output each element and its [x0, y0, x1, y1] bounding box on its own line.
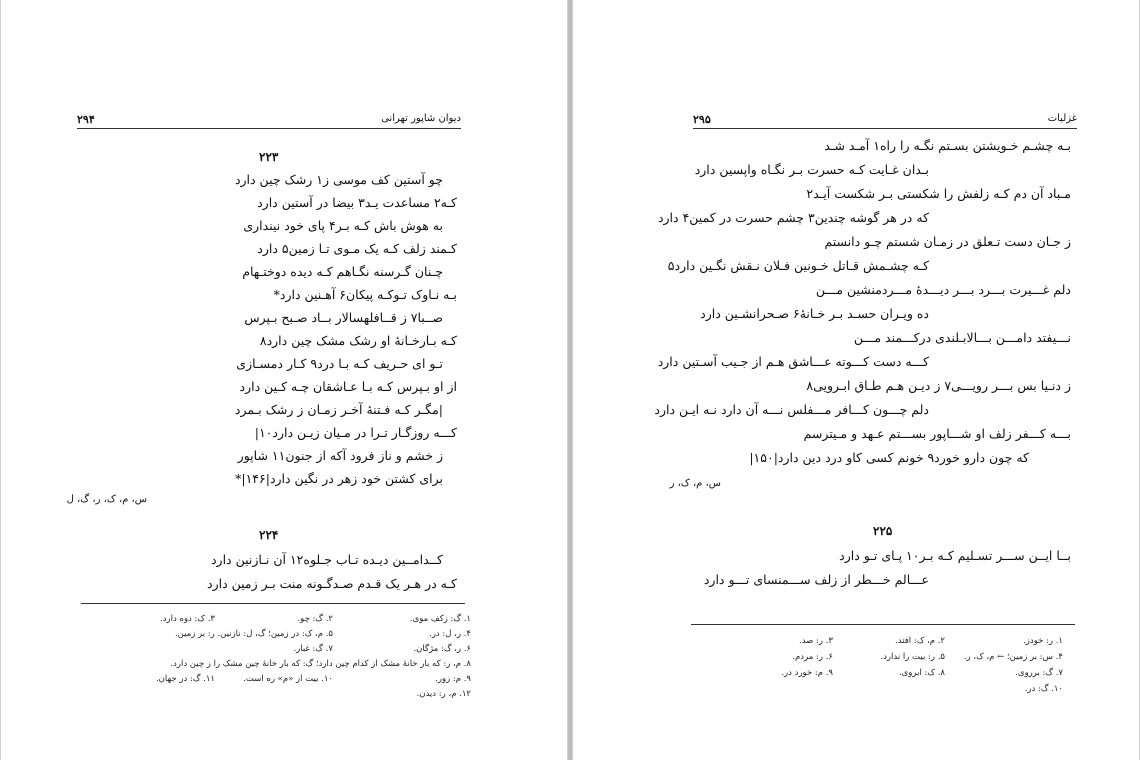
- poem-number: ۲۲۳: [259, 150, 279, 164]
- footnote: ۲. گ: چو.: [297, 614, 333, 624]
- verse-line: دلم چـــون کـــافر مـــفلس نـــه آن دارد نـه ایـن دارد: [654, 402, 929, 417]
- verse-line: صــبا۷ ز قــافلهسالار بــاد صـبح بـپرس: [244, 310, 443, 325]
- manuscript-sources: س، م، ک، ر: [669, 478, 721, 489]
- verse-line: ده ویـران حسـد بـر خـانهٔ۶ صـحرانشـین دارد: [700, 306, 929, 321]
- footnote-rule: [691, 624, 1075, 625]
- footnote: ۶. ر: مردم.: [792, 652, 833, 662]
- verse-line: بــا ایــن ســـر تسـلیم کـه بـر۱۰ پـای تـو دارد: [839, 548, 1071, 563]
- right-running-title: غزلیات: [1047, 113, 1077, 124]
- footnote: ۱۰. گ: در.: [1024, 684, 1063, 694]
- verse-line: بـه چشـم خـویشتن بسـتم نگـه را راه۱ آمـد شـد: [824, 138, 1071, 153]
- verse-line: برای کشتن خود زهر در نگین دارد|۱۴۶|*: [235, 471, 443, 486]
- verse-line: چـنان گـرسنه نگـاهم کـه دیده دوختـهام: [242, 264, 443, 279]
- verse-line: کـــه دست کـــوته عـــاشق هـم از جـیب آسـتین دارد: [657, 354, 929, 369]
- verse-line: دلم غـــیرت بـــرد بـــر دیـــدهٔ مـــردمنشین مـــن: [815, 282, 1071, 297]
- verse-line: از او بـپرس کـه بـا عـاشقان چـه کـین دارد: [239, 379, 457, 394]
- footnote: ۳. ک: دوه دارد.: [160, 614, 215, 624]
- footnote: ۲. م، ک: افتد.: [894, 636, 945, 646]
- verse-line: ز خشم و ناز فرود آکه از جنون۱۱ شاپور: [237, 448, 443, 463]
- verse-line: بـــه کـــفر زلف او شـــاپور بســـتم عـهد و مـیترسم: [803, 426, 1071, 441]
- verse-line: مـباد آن دم کـه زلفش را شکستی بـر شکست آیـد۲: [806, 186, 1071, 201]
- verse-line: کـه بـارخـانهٔ او رشک مشک چین دارد۸: [259, 333, 457, 348]
- footnote: ۶. ر، گ: مژگان.: [413, 644, 471, 654]
- verse-line: ز دنـیا بس بـــر رویـــی۷ ز دیـن هـم طـاق ابـرویی۸: [806, 378, 1071, 393]
- footnote: ۷. گ: برروی.: [1015, 668, 1063, 678]
- left-page-header: [77, 113, 461, 129]
- verse-line: کـه در هـر یک قـدم صـدگـونه منت بـر زمین دارد: [207, 576, 457, 591]
- verse-line: بـدان غـایت کـه حسرت بـر نگـاه واپسین دارد: [694, 162, 929, 177]
- verse-line: کـه چشـمش قـاتل خـونین فـلان نـقش نگـین دارد۵: [667, 258, 929, 273]
- footnote: ۵. ر: بیت را ندارد.: [880, 652, 945, 662]
- verse-line: |مگـر کـه فـتنهٔ آخـر زمـان ز رشک بـمرد: [234, 402, 443, 417]
- manuscript-sources: س، م، ک، ر، گ، ل: [66, 494, 147, 505]
- footnote: ۵. م، ک: در زمین؛ گ، ل: نازنین. ر: بر زمین.: [174, 629, 333, 639]
- footnote-rule: [81, 603, 465, 604]
- left-page: [0, 0, 568, 760]
- verse-line: بـه نـاوک تـوکـه پیکان۶ آهـنین دارد*: [273, 287, 457, 302]
- poem-number: ۲۲۵: [873, 524, 893, 538]
- footnote: ۷. گ: غبار.: [293, 644, 333, 654]
- verse-line: نـــیفتد دامـــن بـــالابـلندی درکـــمند مـــن: [853, 330, 1071, 345]
- verse-line: کـــه روزگـار تـرا در مـیان زیـن دارد۱۰|: [254, 425, 457, 440]
- verse-line: تـو ای حـریف کـه بـا درد۹ کـار دمسـازی: [236, 356, 443, 371]
- footnote: ۴. س: بر زمین؛ ← م، ک، ر.: [963, 652, 1063, 662]
- verse-line: به هوش باش کـه بـر۴ پای خود نینداری: [243, 218, 443, 233]
- poem-number: ۲۲۴: [259, 528, 279, 542]
- footnote: ۹. م: زور.: [435, 674, 471, 684]
- footnote: ۹. م: خورد در.: [781, 668, 833, 678]
- verse-line: که چون دارو خورد۹ خونم کسی کاو درد دین دارد|۱۵۰|: [749, 450, 1029, 465]
- verse-line: کـمند زلف کـه یک مـوی تـا زمین۵ دارد: [257, 241, 457, 256]
- verse-line: که در هر گوشه چندین۳ چشم حسرت در کمین۴ دارد: [657, 210, 929, 225]
- footnote: ۱۰. بیت از «م» ره است.: [243, 674, 333, 684]
- verse-line: ز جـان دست تـعلق در زمـان شستم چـو دانستم: [824, 234, 1071, 249]
- footnote: ۴. ر، ل: در.: [429, 629, 471, 639]
- footnote: ۱۱. گ: در جهان.: [155, 674, 215, 684]
- verse-line: عـــالم خـــطر از زلف ســـمنسای تـــو دارد: [703, 572, 929, 587]
- right-page-number: ۲۹۵: [693, 113, 711, 126]
- footnote: ۸. ک: ابروی.: [898, 668, 945, 678]
- verse-line: چو آستین کف موسی ز۱ رشک چین دارد: [234, 172, 443, 187]
- footnote: ۳. ر: صد.: [798, 636, 833, 646]
- footnote: ۸. م، ر: که بار خانهٔ مشک از کدام چین دارد؛ گ: که بار خانهٔ چین مشک را ز چین دارد.: [170, 659, 471, 669]
- footnote: ۱۲. م، ر: دیدن.: [416, 689, 471, 699]
- verse-line: کـه۲ مساعدت یـد۳ بیضا در آستین دارد: [257, 195, 457, 210]
- verse-line: کــدامــین دیـده تـاب جـلوه۱۲ آن نـازنین دارد: [210, 552, 443, 567]
- left-page-number: ۲۹۴: [77, 113, 95, 126]
- right-page-header: [693, 113, 1077, 129]
- left-running-title: دیوان شاپور تهرانی: [381, 113, 461, 124]
- footnote: ۱. گ: زکف موی.: [409, 614, 471, 624]
- right-page: [572, 0, 1140, 760]
- footnote: ۱. ر: خودز.: [1023, 636, 1063, 646]
